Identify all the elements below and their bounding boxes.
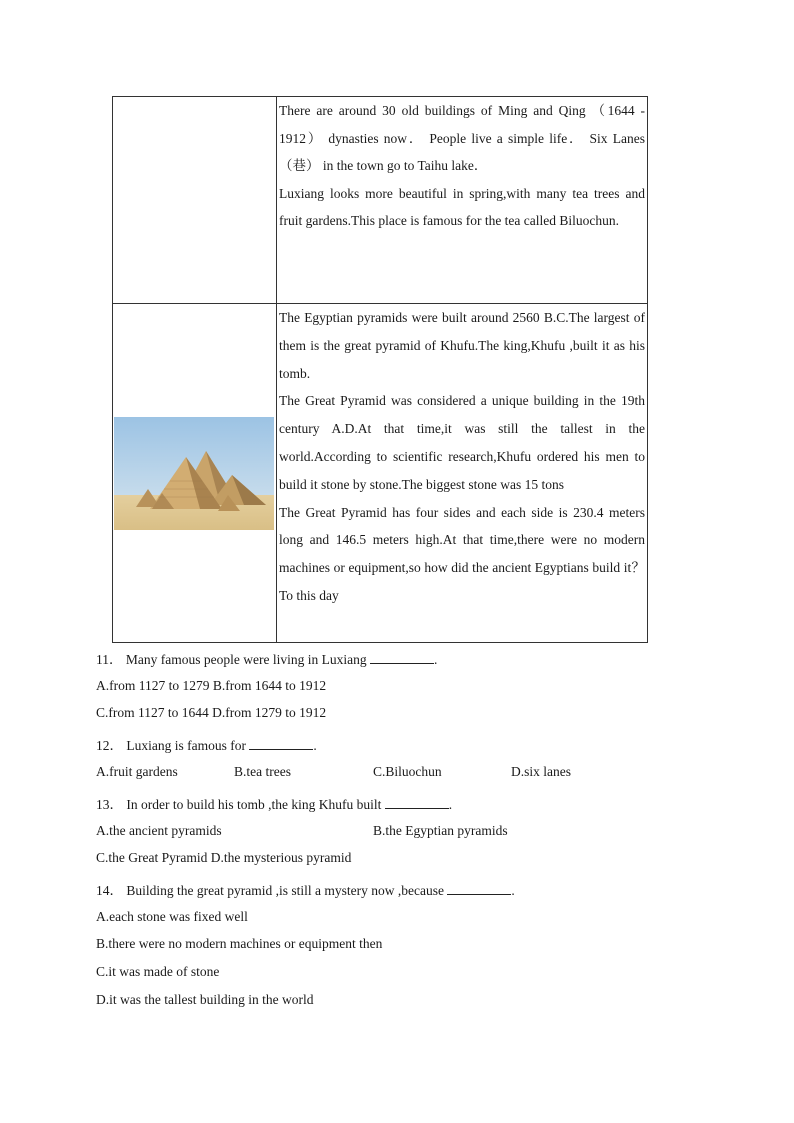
question-text: Many famous people were living in Luxiang — [125, 652, 367, 667]
option-d: D.it was the tallest building in the world — [96, 992, 314, 1007]
question-stem — [96, 793, 452, 813]
question-text: Building the great pyramid ,is still a mystery now ,because — [126, 883, 444, 898]
option-b: B.there were no modern machines or equipment then — [96, 936, 383, 951]
question-end: . — [313, 738, 317, 753]
paragraph: The Egyptian pyramids were built around 2560 B.C.The largest of them is the great pyramid of Khufu.The king,Khufu ,built it as his tomb. — [279, 310, 645, 381]
reading-table — [112, 96, 648, 643]
empty-image-cell — [113, 97, 277, 304]
question-number: 13． — [96, 797, 123, 812]
option-c: C.Biluochun — [373, 764, 442, 779]
question-number: 12． — [96, 738, 123, 753]
option-b: B.tea trees — [234, 764, 291, 779]
option-c: C.it was made of stone — [96, 964, 220, 979]
table-row — [113, 304, 648, 643]
option-d: D.six lanes — [511, 764, 571, 779]
paragraph: The Great Pyramid has four sides and each side is 230.4 meters long and 146.5 meters high.At that time,there were no modern machines or equipment,so how did the ancient Egyptians build it？To this day — [279, 504, 645, 603]
question-number: 14． — [96, 883, 123, 898]
question-text: Luxiang is famous for — [126, 738, 246, 753]
question-end: . — [433, 652, 438, 667]
question-end: . — [511, 883, 515, 898]
option-a: A.fruit gardens — [96, 764, 178, 779]
question-number: 11． — [96, 652, 123, 667]
answer-blank — [370, 651, 434, 664]
answer-blank — [447, 882, 511, 895]
option-line: C.from 1127 to 1644 D.from 1279 to 1912 — [96, 705, 327, 720]
option-a: A.each stone was fixed well — [96, 909, 248, 924]
text-cell — [277, 304, 648, 643]
question-stem — [96, 648, 437, 668]
answer-blank — [249, 737, 313, 750]
pyramids-photo-icon — [114, 417, 274, 530]
question-stem — [96, 734, 317, 754]
table-row — [113, 97, 648, 304]
paragraph: Luxiang looks more beautiful in spring,with many tea trees and fruit gardens.This place is famous for the tea called Biluochun. — [279, 185, 645, 228]
paragraph: The Great Pyramid was considered a unique building in the 19th century A.D.At that time,it was still the tallest in the world.According to scientific research,Khufu ordered his men to build it stone by stone.The biggest stone was 15 tons — [279, 393, 645, 492]
question-end: . — [448, 797, 453, 812]
option-a: A.the ancient pyramids — [96, 823, 222, 838]
answer-blank — [385, 796, 449, 809]
paragraph: There are around 30 old buildings of Ming and Qing （1644 - 1912） dynasties now． People live a simple life． Six Lanes （巷） in the town go to Taihu lake． — [279, 103, 645, 173]
option-line: C.the Great Pyramid D.the mysterious pyramid — [96, 850, 352, 865]
option-line: A.from 1127 to 1279 B.from 1644 to 1912 — [96, 678, 327, 693]
text-cell — [277, 97, 648, 304]
question-text: In order to build his tomb ,the king Khufu built — [126, 797, 382, 812]
image-cell — [113, 304, 277, 643]
option-b: B.the Egyptian pyramids — [373, 823, 508, 838]
question-stem — [96, 879, 515, 899]
